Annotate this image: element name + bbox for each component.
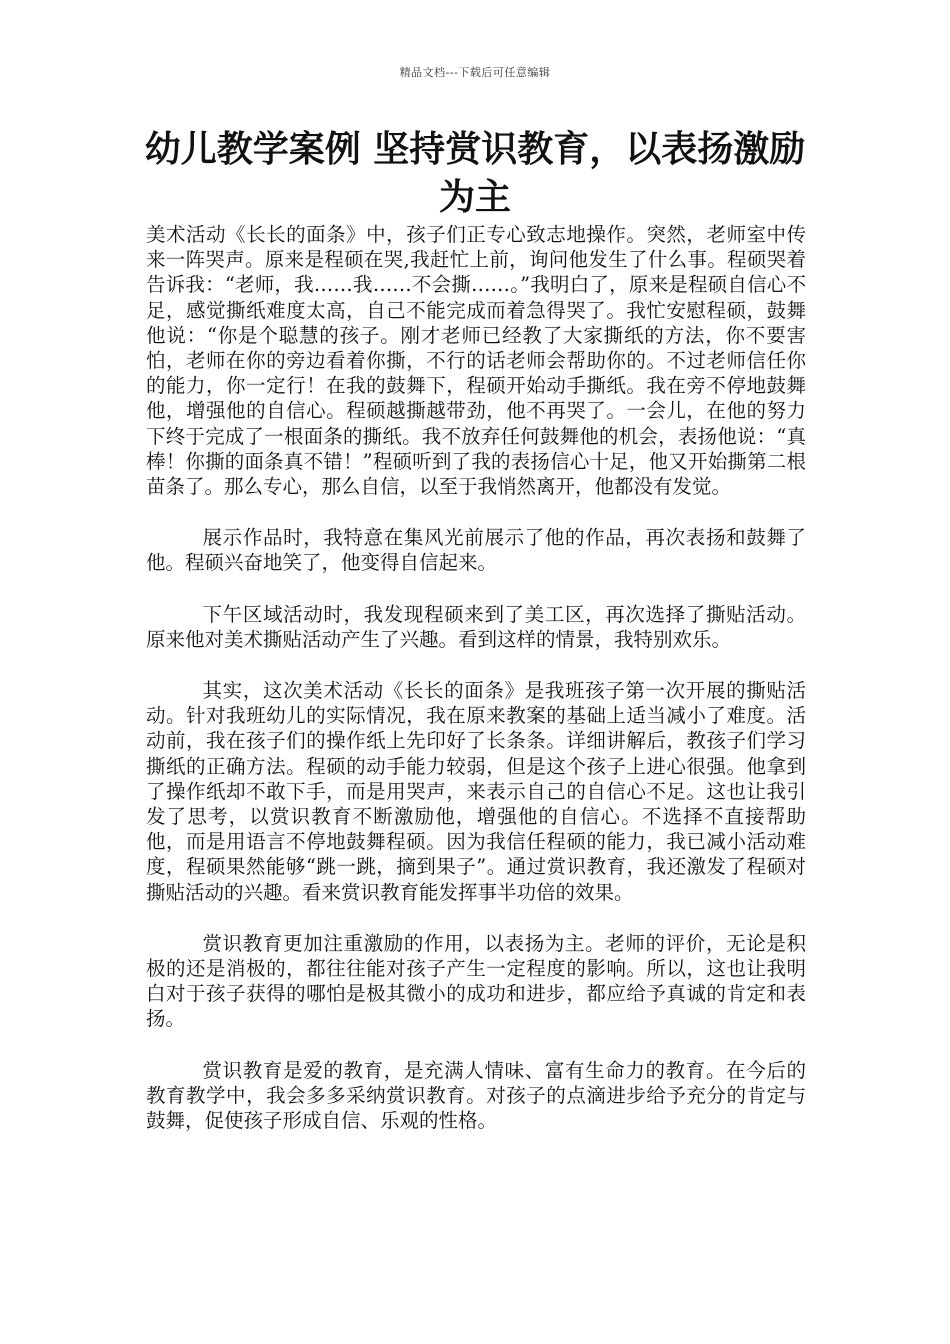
paragraph-6: 赏识教育是爱的教育，是充满人情味、富有生命力的教育。在今后的教育教学中，我会多多采纳赏识教育。对孩子的点滴进步给予充分的肯定与鼓舞，促使孩子形成自信、乐观的性格。 [146, 1058, 806, 1133]
document-body [146, 222, 806, 1159]
paragraph-5: 赏识教育更加注重激励的作用，以表扬为主。老师的评价，无论是积极的还是消极的，都往往能对孩子产生一定程度的影响。所以，这也让我明白对于孩子获得的哪怕是极其微小的成功和进步，都应给予真诚的肯定和表扬。 [146, 931, 806, 1031]
paragraph-3: 下午区域活动时，我发现程硕来到了美工区，再次选择了撕贴活动。原来他对美术撕贴活动产生了兴趣。看到这样的情景，我特别欢乐。 [146, 602, 806, 651]
document-title: 幼儿教学案例 坚持赏识教育，以表扬激励为主 [144, 129, 806, 218]
paragraph-1: 美术活动《长长的面条》中，孩子们正专心致志地操作。突然，老师室中传来一阵哭声。原来是程硕在哭,我赶忙上前，询问他发生了什么事。程硕哭着告诉我：“老师，我……我……不会撕……。”我明白了，原来是程硕自信心不足，感觉撕纸难度太高，自己不能完成而着急得哭了。我忙安慰程硕，鼓舞他说：“你是个聪慧的孩子。刚才老师已经教了大家撕纸的方法，你不要害怕，老师在你的旁边看着你撕，不行的话老师会帮助你的。不过老师信任你的能力，你一定行！在我的鼓舞下，程硕开始动手撕纸。我在旁不停地鼓舞他，增强他的自信心。程硕越撕越带劲，他不再哭了。一会儿，在他的努力下终于完成了一根面条的撕纸。我不放弃任何鼓舞他的机会，表扬他说：“真棒！你撕的面条真不错！”程硕听到了我的表扬信心十足，他又开始撕第二根苗条了。那么专心，那么自信，以至于我悄然离开，他都没有发觉。 [146, 223, 806, 499]
paragraph-4: 其实，这次美术活动《长长的面条》是我班孩子第一次开展的撕贴活动。针对我班幼儿的实际情况，我在原来教案的基础上适当减小了难度。活动前，我在孩子们的操作纸上先印好了长条条。详细讲解后，教孩子们学习撕纸的正确方法。程硕的动手能力较弱，但是这个孩子上进心很强。他拿到了操作纸却不敢下手，而是用哭声，来表示自己的自信心不足。这也让我引发了思考，以赏识教育不断激励他，增强他的自信心。不选择不直接帮助他，而是用语言不停地鼓舞程硕。因为我信任程硕的能力，我已减小活动难度，程硕果然能够“跳一跳，摘到果子”。通过赏识教育，我还激发了程硕对撕贴活动的兴趣。看来赏识教育能发挥事半功倍的效果。 [146, 679, 806, 904]
header-note: 精品文档---下载后可任意编辑 [399, 66, 551, 79]
paragraph-2: 展示作品时，我特意在集风光前展示了他的作品，再次表扬和鼓舞了他。程硕兴奋地笑了，他变得自信起来。 [146, 526, 806, 575]
